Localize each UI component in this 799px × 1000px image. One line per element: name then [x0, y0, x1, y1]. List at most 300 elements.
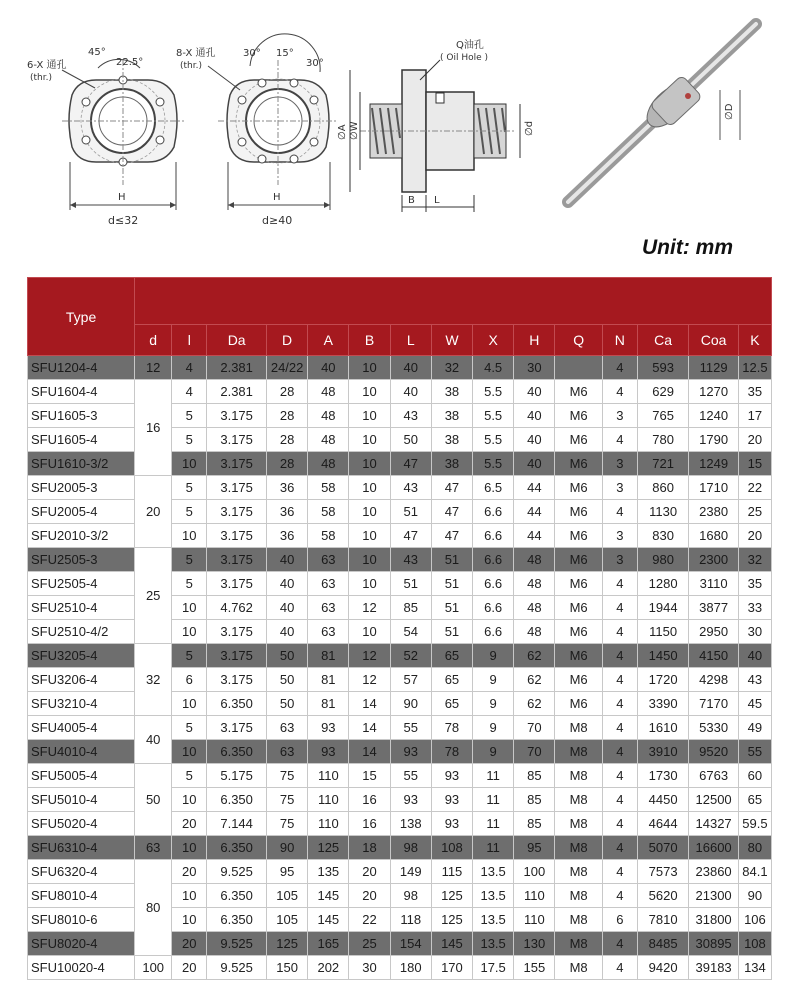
cell-da: 3.175 [207, 620, 267, 644]
flange-caption: d≥40 [262, 214, 293, 227]
cell-ca: 860 [637, 476, 689, 500]
cell-b: 10 [349, 620, 390, 644]
cell-l: 20 [172, 812, 207, 836]
cell-ca: 3390 [637, 692, 689, 716]
cell-q: M8 [555, 884, 602, 908]
cell-w: 125 [431, 908, 472, 932]
cell-ca: 1130 [637, 500, 689, 524]
cell-n: 3 [602, 524, 637, 548]
column-header-d: d [135, 325, 172, 356]
table-row [28, 764, 772, 788]
cell-h: 62 [514, 668, 555, 692]
cell-l: 4 [172, 356, 207, 380]
cell-da: 9.525 [207, 860, 267, 884]
cell-l: 50 [390, 428, 431, 452]
cell-n: 4 [602, 620, 637, 644]
cell-a: 58 [308, 476, 349, 500]
cell-n: 3 [602, 548, 637, 572]
cell-l: 154 [390, 932, 431, 956]
cell-ca: 5070 [637, 836, 689, 860]
cell-coa: 7170 [689, 692, 738, 716]
cell-x: 6.6 [473, 500, 514, 524]
cell-b: 10 [349, 572, 390, 596]
cell-a: 93 [308, 716, 349, 740]
column-header-x: X [473, 325, 514, 356]
cell-q: M6 [555, 380, 602, 404]
cell-da: 7.144 [207, 812, 267, 836]
cell-d: 28 [267, 404, 308, 428]
table-row [28, 380, 772, 404]
cell-h: 44 [514, 476, 555, 500]
cell-l: 10 [172, 788, 207, 812]
cell-l: 55 [390, 716, 431, 740]
table-row [28, 860, 772, 884]
cell-coa: 1270 [689, 380, 738, 404]
cell-k: 12.5 [738, 356, 771, 380]
cell-ca: 830 [637, 524, 689, 548]
hole-callout: 8-X 通孔 [176, 48, 216, 59]
specification-table [27, 277, 772, 980]
cell-a: 81 [308, 668, 349, 692]
cell-l: 93 [390, 740, 431, 764]
angle-label: 22.5° [116, 57, 144, 68]
cell-n: 4 [602, 356, 637, 380]
column-header-q: Q [555, 325, 602, 356]
cell-d: 28 [267, 380, 308, 404]
cell-l: 10 [172, 740, 207, 764]
cell-coa: 1249 [689, 452, 738, 476]
cell-k: 59.5 [738, 812, 771, 836]
cell-coa: 12500 [689, 788, 738, 812]
angle-label: 30° [306, 58, 324, 69]
cell-l: 10 [172, 524, 207, 548]
cell-coa: 2300 [689, 548, 738, 572]
cell-b: 20 [349, 860, 390, 884]
cell-n: 4 [602, 428, 637, 452]
cell-ca: 9420 [637, 956, 689, 980]
cell-n: 4 [602, 956, 637, 980]
cell-x: 13.5 [473, 884, 514, 908]
cell-h: 40 [514, 404, 555, 428]
cell-coa: 1129 [689, 356, 738, 380]
cell-b: 12 [349, 668, 390, 692]
cell-d: 63 [267, 740, 308, 764]
dimension-a: ∅A [337, 124, 348, 140]
cell-a: 202 [308, 956, 349, 980]
cell-type: SFU8010-6 [28, 908, 135, 932]
cell-d: 50 [267, 644, 308, 668]
cell-coa: 39183 [689, 956, 738, 980]
cell-h: 48 [514, 548, 555, 572]
cell-x: 11 [473, 764, 514, 788]
cell-x: 5.5 [473, 404, 514, 428]
cell-ca: 629 [637, 380, 689, 404]
cell-l: 20 [172, 860, 207, 884]
cell-d: 28 [267, 452, 308, 476]
column-header-coa: Coa [689, 325, 738, 356]
dimension-d-small: ∅d [524, 120, 535, 136]
cell-ca: 7573 [637, 860, 689, 884]
cell-w: 38 [431, 404, 472, 428]
cell-w: 38 [431, 380, 472, 404]
cell-x: 9 [473, 740, 514, 764]
cell-da: 2.381 [207, 380, 267, 404]
cell-l: 20 [172, 932, 207, 956]
dimension-b: B [408, 195, 415, 206]
cell-da: 3.175 [207, 668, 267, 692]
cell-l: 10 [172, 908, 207, 932]
cell-k: 35 [738, 380, 771, 404]
cell-l: 6 [172, 668, 207, 692]
cell-b: 14 [349, 716, 390, 740]
column-header-a: A [308, 325, 349, 356]
cell-coa: 16600 [689, 836, 738, 860]
column-header-type: Type [28, 278, 135, 356]
cell-b: 30 [349, 956, 390, 980]
cell-h: 85 [514, 788, 555, 812]
cell-h: 48 [514, 572, 555, 596]
cell-ca: 1610 [637, 716, 689, 740]
technical-drawings [0, 0, 799, 240]
cell-l: 43 [390, 404, 431, 428]
cell-q: M8 [555, 908, 602, 932]
cell-l: 5 [172, 500, 207, 524]
cell-ca: 1450 [637, 644, 689, 668]
cell-a: 93 [308, 740, 349, 764]
cell-l: 5 [172, 764, 207, 788]
table-row [28, 476, 772, 500]
cell-b: 25 [349, 932, 390, 956]
cell-k: 35 [738, 572, 771, 596]
cell-h: 62 [514, 644, 555, 668]
cell-d: 28 [267, 428, 308, 452]
cell-a: 48 [308, 380, 349, 404]
cell-k: 17 [738, 404, 771, 428]
column-header-w: W [431, 325, 472, 356]
cell-k: 90 [738, 884, 771, 908]
cell-n: 3 [602, 452, 637, 476]
oil-hole-label: Q油孔 [456, 40, 484, 51]
cell-b: 15 [349, 764, 390, 788]
column-header-row [28, 325, 772, 356]
cell-da: 3.175 [207, 548, 267, 572]
cell-b: 14 [349, 740, 390, 764]
cell-da: 2.381 [207, 356, 267, 380]
cell-type: SFU2505-4 [28, 572, 135, 596]
cell-a: 110 [308, 764, 349, 788]
cell-a: 48 [308, 404, 349, 428]
cell-l: 180 [390, 956, 431, 980]
cell-k: 22 [738, 476, 771, 500]
cell-w: 51 [431, 620, 472, 644]
cell-l: 43 [390, 548, 431, 572]
cell-h: 44 [514, 500, 555, 524]
cell-a: 63 [308, 620, 349, 644]
cell-b: 22 [349, 908, 390, 932]
cell-l: 47 [390, 452, 431, 476]
cell-b: 14 [349, 692, 390, 716]
cell-d: 40 [267, 596, 308, 620]
cell-b: 10 [349, 476, 390, 500]
cell-ca: 1280 [637, 572, 689, 596]
cell-h: 110 [514, 884, 555, 908]
cell-l: 98 [390, 836, 431, 860]
cell-d: 63 [135, 836, 172, 860]
cell-q: M8 [555, 716, 602, 740]
cell-k: 108 [738, 932, 771, 956]
cell-ca: 5620 [637, 884, 689, 908]
cell-da: 6.350 [207, 788, 267, 812]
cell-k: 25 [738, 500, 771, 524]
cell-l: 85 [390, 596, 431, 620]
cell-ca: 1730 [637, 764, 689, 788]
cell-type: SFU2010-3/2 [28, 524, 135, 548]
cell-type: SFU5010-4 [28, 788, 135, 812]
cell-x: 6.6 [473, 548, 514, 572]
cell-type: SFU8020-4 [28, 932, 135, 956]
cell-a: 81 [308, 692, 349, 716]
cell-l: 10 [172, 884, 207, 908]
cell-b: 16 [349, 788, 390, 812]
cell-a: 58 [308, 500, 349, 524]
cell-q: M8 [555, 956, 602, 980]
cell-da: 5.175 [207, 764, 267, 788]
cell-type: SFU2510-4/2 [28, 620, 135, 644]
cell-n: 4 [602, 788, 637, 812]
cell-d: 16 [135, 380, 172, 476]
dimension-h: H [118, 192, 126, 203]
cell-w: 93 [431, 812, 472, 836]
cell-w: 47 [431, 476, 472, 500]
cell-type: SFU3206-4 [28, 668, 135, 692]
column-header-ca: Ca [637, 325, 689, 356]
cell-n: 4 [602, 740, 637, 764]
cell-x: 11 [473, 788, 514, 812]
cell-h: 130 [514, 932, 555, 956]
column-header-d: D [267, 325, 308, 356]
cell-n: 4 [602, 764, 637, 788]
cell-type: SFU1610-3/2 [28, 452, 135, 476]
cell-ca: 721 [637, 452, 689, 476]
cell-l: 10 [172, 596, 207, 620]
cell-coa: 6763 [689, 764, 738, 788]
cell-a: 48 [308, 452, 349, 476]
cell-q: M6 [555, 500, 602, 524]
hole-callout-sub: (thr.) [30, 73, 52, 83]
cell-w: 170 [431, 956, 472, 980]
cell-ca: 4450 [637, 788, 689, 812]
cell-type: SFU3205-4 [28, 644, 135, 668]
cell-ca: 7810 [637, 908, 689, 932]
cell-w: 32 [431, 356, 472, 380]
cell-h: 40 [514, 380, 555, 404]
cell-coa: 3110 [689, 572, 738, 596]
cell-da: 3.175 [207, 476, 267, 500]
cell-n: 4 [602, 812, 637, 836]
cell-q: M6 [555, 428, 602, 452]
column-header-l: l [172, 325, 207, 356]
cell-d: 105 [267, 908, 308, 932]
cell-q: M8 [555, 836, 602, 860]
cell-a: 135 [308, 860, 349, 884]
cell-type: SFU1204-4 [28, 356, 135, 380]
cell-x: 6.5 [473, 476, 514, 500]
cell-x: 13.5 [473, 932, 514, 956]
cell-da: 6.350 [207, 740, 267, 764]
cell-q: M6 [555, 596, 602, 620]
cell-w: 65 [431, 668, 472, 692]
cell-l: 5 [172, 716, 207, 740]
cell-x: 6.6 [473, 524, 514, 548]
cell-type: SFU6320-4 [28, 860, 135, 884]
column-header-l: L [390, 325, 431, 356]
cell-w: 65 [431, 692, 472, 716]
cell-n: 4 [602, 716, 637, 740]
cell-k: 45 [738, 692, 771, 716]
cell-n: 6 [602, 908, 637, 932]
nut-side-view [337, 38, 535, 212]
cell-l: 10 [172, 452, 207, 476]
cell-k: 106 [738, 908, 771, 932]
cell-k: 43 [738, 668, 771, 692]
cell-h: 155 [514, 956, 555, 980]
cell-a: 63 [308, 596, 349, 620]
cell-type: SFU2510-4 [28, 596, 135, 620]
cell-q: M8 [555, 932, 602, 956]
cell-q: M8 [555, 860, 602, 884]
cell-w: 51 [431, 572, 472, 596]
cell-da: 3.175 [207, 428, 267, 452]
cell-d: 25 [135, 548, 172, 644]
cell-ca: 3910 [637, 740, 689, 764]
cell-h: 40 [514, 428, 555, 452]
cell-a: 58 [308, 524, 349, 548]
column-header-k: K [738, 325, 771, 356]
cell-d: 20 [135, 476, 172, 548]
cell-ca: 1150 [637, 620, 689, 644]
cell-h: 30 [514, 356, 555, 380]
cell-type: SFU3210-4 [28, 692, 135, 716]
cell-d: 40 [267, 620, 308, 644]
cell-h: 85 [514, 764, 555, 788]
cell-n: 3 [602, 404, 637, 428]
cell-w: 51 [431, 548, 472, 572]
cell-b: 10 [349, 428, 390, 452]
ball-screw-photo [568, 24, 756, 202]
cell-n: 4 [602, 572, 637, 596]
cell-ca: 8485 [637, 932, 689, 956]
cell-x: 11 [473, 836, 514, 860]
cell-a: 48 [308, 428, 349, 452]
cell-b: 10 [349, 524, 390, 548]
cell-type: SFU10020-4 [28, 956, 135, 980]
cell-x: 9 [473, 716, 514, 740]
cell-k: 65 [738, 788, 771, 812]
cell-k: 80 [738, 836, 771, 860]
angle-label: 30° [243, 48, 261, 59]
cell-h: 70 [514, 740, 555, 764]
cell-l: 5 [172, 476, 207, 500]
cell-l: 52 [390, 644, 431, 668]
cell-d: 12 [135, 356, 172, 380]
cell-k: 40 [738, 644, 771, 668]
cell-d: 150 [267, 956, 308, 980]
cell-l: 4 [172, 380, 207, 404]
cell-h: 85 [514, 812, 555, 836]
cell-w: 125 [431, 884, 472, 908]
cell-coa: 1680 [689, 524, 738, 548]
cell-coa: 14327 [689, 812, 738, 836]
cell-da: 9.525 [207, 956, 267, 980]
cell-b: 10 [349, 548, 390, 572]
cell-x: 5.5 [473, 428, 514, 452]
hole-callout: 6-X 通孔 [27, 60, 67, 71]
cell-coa: 5330 [689, 716, 738, 740]
cell-l: 10 [172, 620, 207, 644]
cell-k: 60 [738, 764, 771, 788]
cell-x: 6.6 [473, 620, 514, 644]
cell-coa: 3877 [689, 596, 738, 620]
cell-l: 51 [390, 500, 431, 524]
cell-b: 10 [349, 380, 390, 404]
cell-da: 6.350 [207, 884, 267, 908]
cell-type: SFU5005-4 [28, 764, 135, 788]
cell-n: 4 [602, 644, 637, 668]
flange-caption: d≤32 [108, 214, 139, 227]
cell-b: 10 [349, 404, 390, 428]
cell-d: 75 [267, 812, 308, 836]
cell-da: 3.175 [207, 644, 267, 668]
cell-type: SFU4010-4 [28, 740, 135, 764]
cell-n: 3 [602, 476, 637, 500]
cell-x: 5.5 [473, 452, 514, 476]
unit-label: Unit: mm [642, 236, 733, 259]
table-row [28, 716, 772, 740]
cell-a: 63 [308, 572, 349, 596]
cell-d: 95 [267, 860, 308, 884]
cell-l: 20 [172, 956, 207, 980]
cell-l: 51 [390, 572, 431, 596]
column-header-da: Da [207, 325, 267, 356]
cell-w: 78 [431, 740, 472, 764]
cell-a: 110 [308, 788, 349, 812]
cell-l: 5 [172, 428, 207, 452]
cell-h: 40 [514, 452, 555, 476]
cell-b: 12 [349, 596, 390, 620]
cell-a: 165 [308, 932, 349, 956]
cell-d: 80 [135, 860, 172, 956]
cell-d: 50 [267, 692, 308, 716]
cell-d: 105 [267, 884, 308, 908]
cell-da: 3.175 [207, 452, 267, 476]
cell-h: 70 [514, 716, 555, 740]
cell-type: SFU8010-4 [28, 884, 135, 908]
cell-h: 62 [514, 692, 555, 716]
cell-w: 93 [431, 788, 472, 812]
cell-n: 4 [602, 500, 637, 524]
flange-drawing-large [176, 34, 338, 227]
cell-d: 40 [267, 548, 308, 572]
cell-type: SFU2005-3 [28, 476, 135, 500]
cell-x: 4.5 [473, 356, 514, 380]
cell-coa: 4298 [689, 668, 738, 692]
cell-da: 3.175 [207, 404, 267, 428]
cell-q [555, 356, 602, 380]
angle-label: 45° [88, 47, 106, 58]
cell-l: 57 [390, 668, 431, 692]
cell-b: 12 [349, 644, 390, 668]
cell-a: 145 [308, 884, 349, 908]
